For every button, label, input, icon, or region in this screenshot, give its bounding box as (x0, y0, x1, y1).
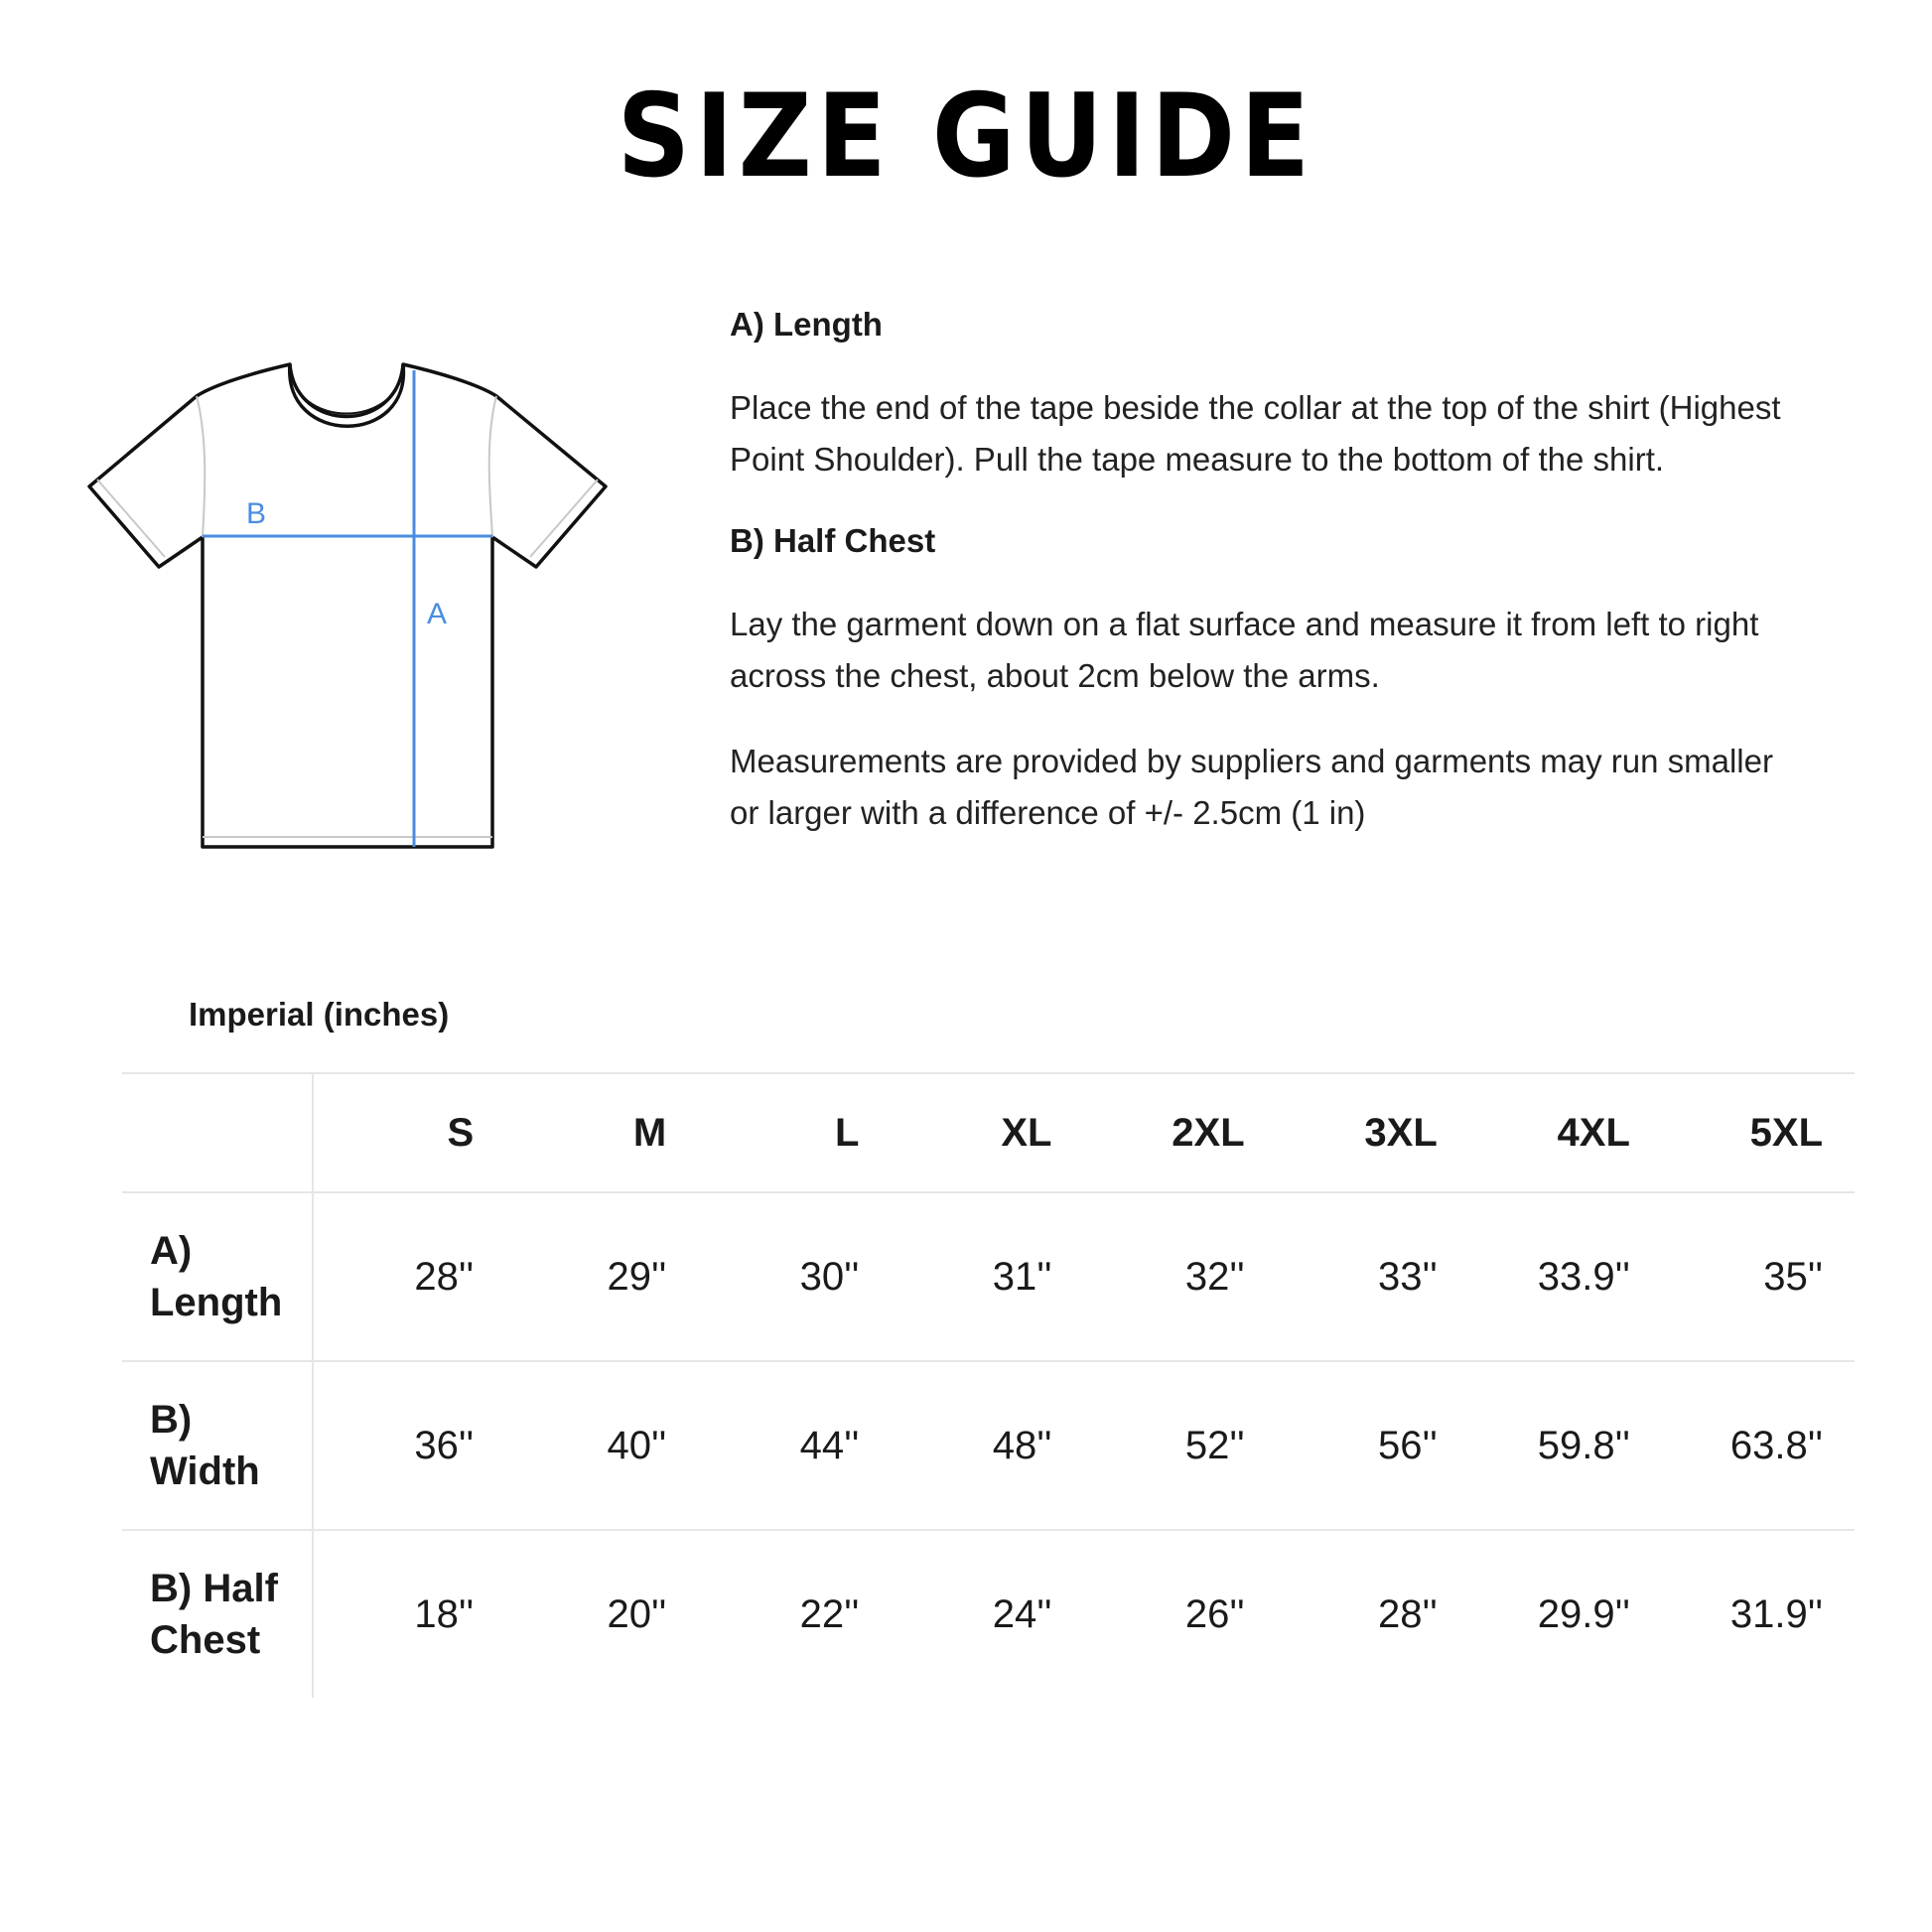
measurement-lines (203, 370, 492, 847)
row-label-line: Chest (150, 1618, 261, 1662)
size-header: 2XL (1084, 1073, 1277, 1192)
table-row (122, 1361, 1855, 1530)
table-cell: 28'' (313, 1192, 505, 1361)
chest-text: Lay the garment down on a flat surface and measure it from left to right across the chest, about 2cm below the arms. (730, 606, 1759, 694)
length-heading: A) Length (730, 306, 883, 343)
table-cell: 22'' (799, 1591, 860, 1636)
page-title: SIZE GUIDE (617, 69, 1315, 204)
table-row (122, 1530, 1855, 1698)
size-header: L (698, 1073, 891, 1192)
table-cell: 26'' (1184, 1591, 1245, 1636)
table-cell: 44'' (698, 1361, 891, 1530)
length-text: Place the end of the tape beside the collar at the top of the shirt (Highest Point Shoulder). Pull the tape measure to the bottom of the shirt. (730, 389, 1781, 478)
table-cell: 56'' (1277, 1361, 1469, 1530)
table-cell: 63.8'' (1662, 1361, 1855, 1530)
row-label (122, 1192, 313, 1361)
label-a: A (427, 598, 448, 630)
chest-heading: B) Half Chest (730, 522, 936, 559)
table-cell: 32'' (1084, 1192, 1277, 1361)
size-header: 4XL (1469, 1073, 1662, 1192)
table-cell: 33.9'' (1469, 1192, 1662, 1361)
row-label-line: B) Half (150, 1567, 278, 1610)
size-header: 5XL (1662, 1073, 1855, 1192)
table-cell: 30'' (698, 1192, 891, 1361)
unit-label: Imperial (inches) (189, 996, 450, 1033)
table-header-row (122, 1073, 1855, 1192)
row-label-line: B) (150, 1398, 193, 1442)
tshirt-measurement-diagram (79, 352, 616, 869)
table-cell: 33'' (1277, 1192, 1469, 1361)
size-header: M (505, 1073, 698, 1192)
table-cell: 24'' (992, 1591, 1052, 1636)
table-cell: 40'' (505, 1361, 698, 1530)
table-cell: 18'' (414, 1591, 475, 1636)
table-corner-cell (122, 1073, 313, 1192)
size-table (122, 1072, 1855, 1698)
disclaimer-text: Measurements are provided by suppliers and garments may run smaller or larger with a difference of +/- 2.5cm (1 in) (730, 743, 1773, 831)
table-cell: 52'' (1084, 1361, 1277, 1530)
row-label-line: Width (150, 1449, 260, 1493)
table-row (122, 1192, 1855, 1361)
size-header: 3XL (1277, 1073, 1469, 1192)
row-label (122, 1530, 313, 1698)
table-cell: 31'' (891, 1192, 1083, 1361)
table-cell: 48'' (891, 1361, 1083, 1530)
table-cell: 59.8'' (1469, 1361, 1662, 1530)
table-cell: 28'' (1377, 1591, 1438, 1636)
table-cell: 31.9'' (1729, 1591, 1823, 1636)
row-label-line: A) (150, 1229, 193, 1273)
row-label-line: Length (150, 1281, 283, 1324)
table-cell: 36'' (313, 1361, 505, 1530)
measurement-instructions (730, 303, 1782, 873)
table-cell: 29'' (505, 1192, 698, 1361)
table-cell: 20'' (607, 1591, 667, 1636)
table-cell: 35'' (1662, 1192, 1855, 1361)
size-header: S (313, 1073, 505, 1192)
tshirt-outline-icon (89, 364, 606, 847)
size-header: XL (891, 1073, 1083, 1192)
label-b: B (246, 497, 267, 530)
row-label (122, 1361, 313, 1530)
table-cell: 29.9'' (1537, 1591, 1630, 1636)
